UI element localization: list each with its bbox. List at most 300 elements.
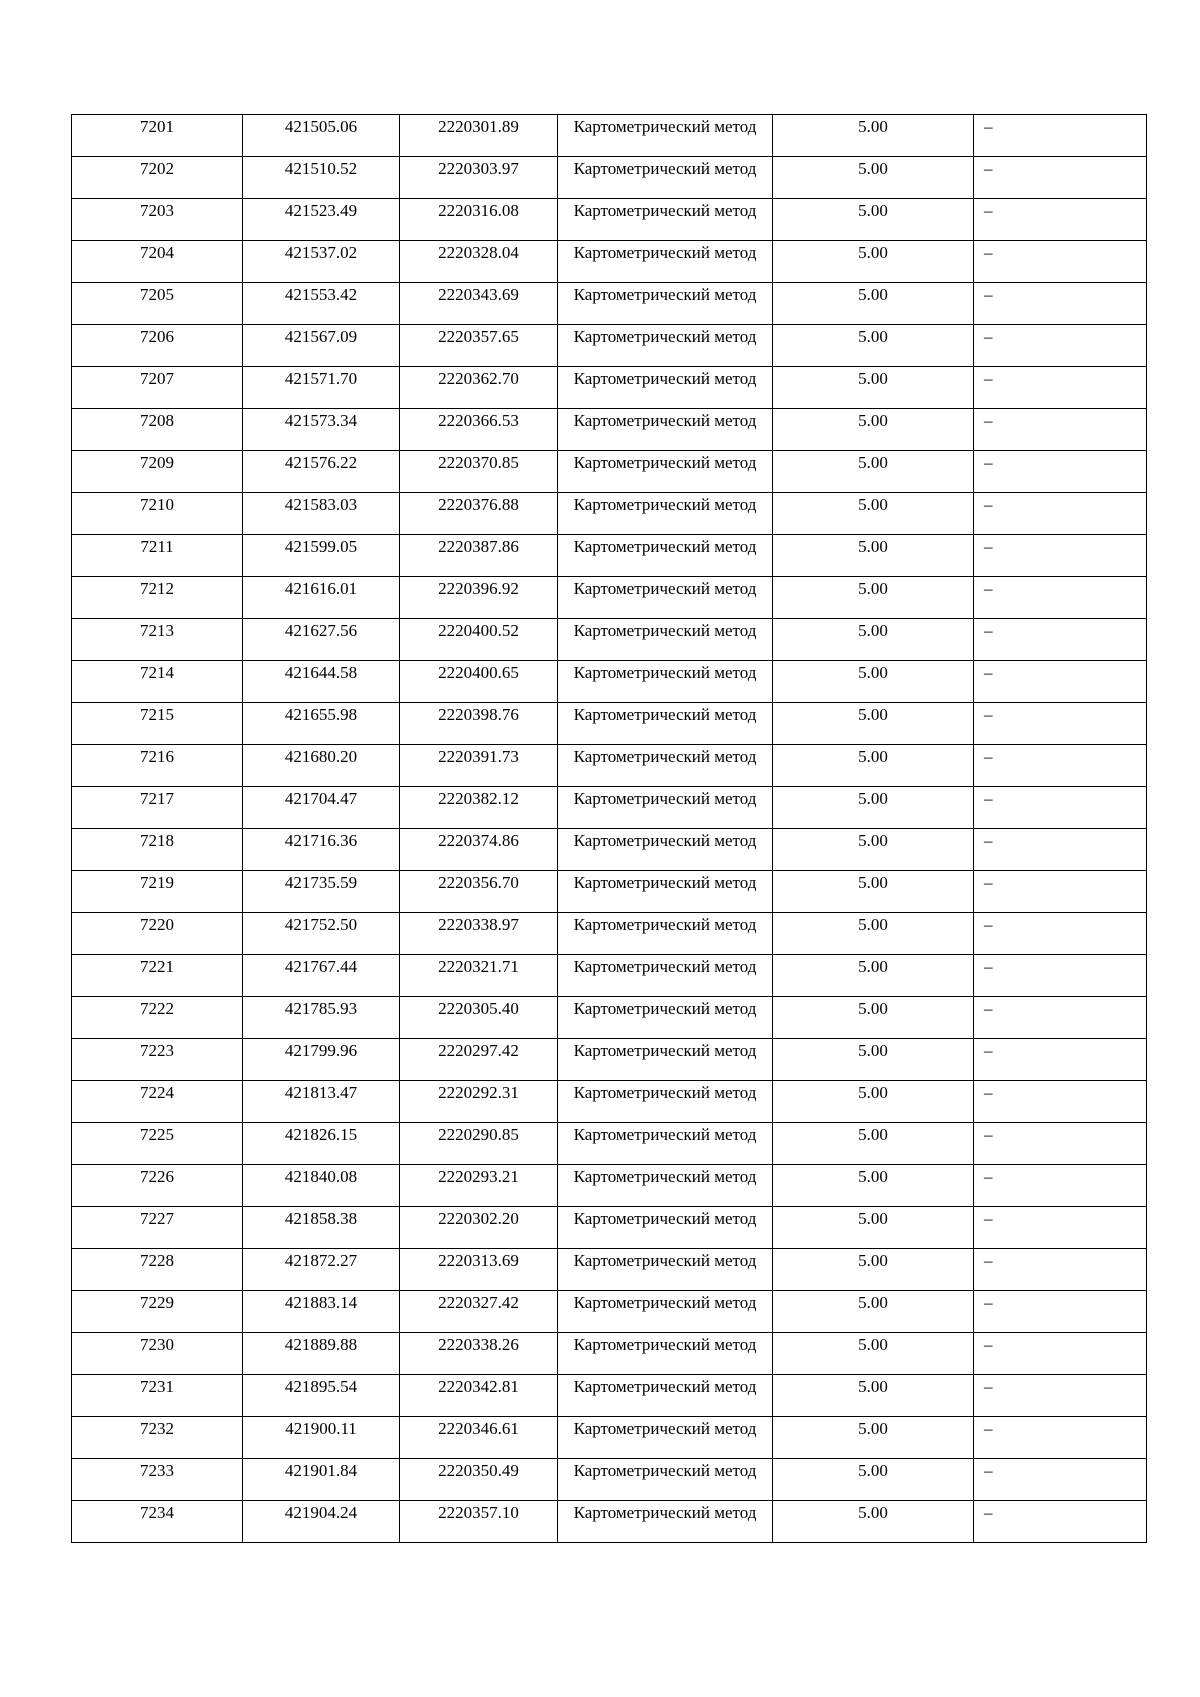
point-number-cell [72,1039,243,1081]
method-cell [558,367,773,409]
note-dash-cell-text: – [984,243,993,262]
accuracy-cell-text: 5.00 [858,537,888,556]
x-coordinate-cell-text: 421537.02 [284,243,358,262]
x-coordinate-cell [243,1375,400,1417]
note-dash-cell [974,1039,1147,1081]
accuracy-cell [773,1333,974,1375]
accuracy-cell-text: 5.00 [858,327,888,346]
note-dash-cell-text: – [984,957,993,976]
x-coordinate-cell [243,1039,400,1081]
method-cell-text: Картометрический метод [573,705,757,724]
point-number-cell [72,577,243,619]
x-coordinate-cell-text: 421583.03 [284,495,358,514]
y-coordinate-cell [400,1039,558,1081]
method-cell [558,199,773,241]
x-coordinate-cell-text: 421901.84 [284,1461,358,1480]
note-dash-cell [974,241,1147,283]
accuracy-cell-text: 5.00 [858,579,888,598]
method-cell [558,619,773,661]
note-dash-cell [974,1459,1147,1501]
accuracy-cell-text: 5.00 [858,873,888,892]
table-row [72,829,1147,871]
method-cell [558,157,773,199]
y-coordinate-cell-text: 2220297.42 [438,1041,519,1060]
x-coordinate-cell [243,1417,400,1459]
y-coordinate-cell-text: 2220292.31 [438,1083,519,1102]
point-number-cell [72,1375,243,1417]
note-dash-cell-text: – [984,663,993,682]
method-cell [558,829,773,871]
y-coordinate-cell-text: 2220391.73 [438,747,519,766]
note-dash-cell-text: – [984,705,993,724]
note-dash-cell-text: – [984,327,993,346]
point-number-cell-text: 7215 [140,705,174,724]
accuracy-cell [773,787,974,829]
method-cell-text: Картометрический метод [573,537,757,556]
y-coordinate-cell-text: 2220328.04 [438,243,519,262]
table-row [72,913,1147,955]
point-number-cell-text: 7204 [140,243,174,262]
accuracy-cell-text: 5.00 [858,1335,888,1354]
y-coordinate-cell [400,1417,558,1459]
x-coordinate-cell-text: 421826.15 [284,1125,358,1144]
point-number-cell [72,829,243,871]
point-number-cell [72,1333,243,1375]
method-cell-text: Картометрический метод [573,915,757,934]
table-row [72,493,1147,535]
x-coordinate-cell-text: 421510.52 [284,159,358,178]
accuracy-cell-text: 5.00 [858,453,888,472]
x-coordinate-cell-text: 421576.22 [284,453,358,472]
point-number-cell [72,703,243,745]
method-cell-text: Картометрический метод [573,1335,757,1354]
y-coordinate-cell-text: 2220357.65 [438,327,519,346]
method-cell-text: Картометрический метод [573,1209,757,1228]
note-dash-cell-text: – [984,411,993,430]
y-coordinate-cell-text: 2220387.86 [438,537,519,556]
note-dash-cell [974,1291,1147,1333]
table-row [72,283,1147,325]
note-dash-cell-text: – [984,1041,993,1060]
accuracy-cell-text: 5.00 [858,1377,888,1396]
accuracy-cell [773,661,974,703]
method-cell [558,115,773,157]
y-coordinate-cell [400,1501,558,1543]
point-number-cell-text: 7216 [140,747,174,766]
table-row [72,1333,1147,1375]
note-dash-cell-text: – [984,1335,993,1354]
accuracy-cell [773,1123,974,1165]
table-row [72,1039,1147,1081]
note-dash-cell-text: – [984,873,993,892]
note-dash-cell-text: – [984,1083,993,1102]
y-coordinate-cell [400,1375,558,1417]
x-coordinate-cell-text: 421900.11 [285,1419,357,1438]
y-coordinate-cell-text: 2220366.53 [438,411,519,430]
note-dash-cell [974,367,1147,409]
accuracy-cell-text: 5.00 [858,243,888,262]
table-row [72,1459,1147,1501]
point-number-cell [72,787,243,829]
accuracy-cell [773,703,974,745]
accuracy-cell [773,1207,974,1249]
point-number-cell-text: 7208 [140,411,174,430]
table-row [72,577,1147,619]
accuracy-cell [773,1165,974,1207]
point-number-cell [72,955,243,997]
y-coordinate-cell [400,1291,558,1333]
table-row [72,1081,1147,1123]
point-number-cell [72,1081,243,1123]
x-coordinate-cell [243,1081,400,1123]
point-number-cell-text: 7218 [140,831,174,850]
accuracy-cell [773,829,974,871]
accuracy-cell-text: 5.00 [858,1041,888,1060]
method-cell-text: Картометрический метод [573,1377,757,1396]
method-cell-text: Картометрический метод [573,1083,757,1102]
table-row [72,955,1147,997]
table-row [72,157,1147,199]
accuracy-cell-text: 5.00 [858,201,888,220]
y-coordinate-cell-text: 2220400.65 [438,663,519,682]
point-number-cell [72,1123,243,1165]
y-coordinate-cell-text: 2220313.69 [438,1251,519,1270]
point-number-cell [72,115,243,157]
method-cell-text: Картометрический метод [573,663,757,682]
point-number-cell [72,283,243,325]
y-coordinate-cell [400,1459,558,1501]
accuracy-cell-text: 5.00 [858,747,888,766]
y-coordinate-cell [400,619,558,661]
method-cell-text: Картометрический метод [573,957,757,976]
method-cell-text: Картометрический метод [573,1293,757,1312]
point-number-cell-text: 7220 [140,915,174,934]
y-coordinate-cell [400,871,558,913]
method-cell [558,661,773,703]
x-coordinate-cell [243,745,400,787]
y-coordinate-cell-text: 2220350.49 [438,1461,519,1480]
x-coordinate-cell [243,1459,400,1501]
accuracy-cell-text: 5.00 [858,705,888,724]
method-cell [558,535,773,577]
y-coordinate-cell [400,745,558,787]
y-coordinate-cell [400,115,558,157]
method-cell-text: Картометрический метод [573,831,757,850]
accuracy-cell [773,241,974,283]
y-coordinate-cell [400,1165,558,1207]
accuracy-cell [773,409,974,451]
x-coordinate-cell [243,1123,400,1165]
point-number-cell [72,1501,243,1543]
x-coordinate-cell-text: 421840.08 [284,1167,358,1186]
y-coordinate-cell [400,1249,558,1291]
x-coordinate-cell-text: 421904.24 [284,1503,358,1522]
y-coordinate-cell-text: 2220356.70 [438,873,519,892]
y-coordinate-cell [400,157,558,199]
point-number-cell-text: 7228 [140,1251,174,1270]
y-coordinate-cell-text: 2220400.52 [438,621,519,640]
method-cell [558,1039,773,1081]
y-coordinate-cell [400,325,558,367]
y-coordinate-cell [400,535,558,577]
note-dash-cell-text: – [984,1251,993,1270]
point-number-cell-text: 7233 [140,1461,174,1480]
y-coordinate-cell-text: 2220338.97 [438,915,519,934]
note-dash-cell [974,661,1147,703]
accuracy-cell-text: 5.00 [858,1503,888,1522]
y-coordinate-cell-text: 2220374.86 [438,831,519,850]
accuracy-cell-text: 5.00 [858,1251,888,1270]
note-dash-cell [974,745,1147,787]
note-dash-cell [974,703,1147,745]
x-coordinate-cell-text: 421599.05 [284,537,358,556]
note-dash-cell [974,1417,1147,1459]
note-dash-cell-text: – [984,495,993,514]
method-cell [558,1333,773,1375]
point-number-cell-text: 7206 [140,327,174,346]
table-row [72,367,1147,409]
x-coordinate-cell [243,157,400,199]
x-coordinate-cell [243,829,400,871]
accuracy-cell [773,283,974,325]
method-cell-text: Картометрический метод [573,1503,757,1522]
method-cell [558,1291,773,1333]
accuracy-cell-text: 5.00 [858,663,888,682]
table-row [72,199,1147,241]
x-coordinate-cell-text: 421767.44 [284,957,358,976]
y-coordinate-cell-text: 2220362.70 [438,369,519,388]
y-coordinate-cell [400,241,558,283]
method-cell [558,1417,773,1459]
point-number-cell-text: 7221 [140,957,174,976]
x-coordinate-cell [243,199,400,241]
x-coordinate-cell-text: 421872.27 [284,1251,358,1270]
point-number-cell-text: 7207 [140,369,174,388]
point-number-cell-text: 7217 [140,789,174,808]
table-row [72,1207,1147,1249]
method-cell [558,493,773,535]
method-cell [558,1081,773,1123]
y-coordinate-cell-text: 2220321.71 [438,957,519,976]
point-number-cell-text: 7223 [140,1041,174,1060]
method-cell-text: Картометрический метод [573,789,757,808]
point-number-cell [72,871,243,913]
note-dash-cell [974,493,1147,535]
x-coordinate-cell-text: 421704.47 [284,789,358,808]
y-coordinate-cell-text: 2220290.85 [438,1125,519,1144]
table-row [72,535,1147,577]
accuracy-cell [773,1081,974,1123]
accuracy-cell-text: 5.00 [858,117,888,136]
method-cell-text: Картометрический метод [573,1461,757,1480]
point-number-cell-text: 7234 [140,1503,174,1522]
accuracy-cell [773,1459,974,1501]
y-coordinate-cell [400,1123,558,1165]
method-cell [558,241,773,283]
x-coordinate-cell [243,493,400,535]
table-row [72,409,1147,451]
method-cell-text: Картометрический метод [573,1251,757,1270]
y-coordinate-cell [400,661,558,703]
note-dash-cell-text: – [984,579,993,598]
method-cell [558,409,773,451]
y-coordinate-cell [400,913,558,955]
note-dash-cell [974,283,1147,325]
x-coordinate-cell-text: 421655.98 [284,705,358,724]
point-number-cell [72,913,243,955]
coordinates-table-body [72,115,1147,1543]
x-coordinate-cell [243,325,400,367]
note-dash-cell-text: – [984,747,993,766]
point-number-cell-text: 7219 [140,873,174,892]
method-cell-text: Картометрический метод [573,621,757,640]
note-dash-cell [974,157,1147,199]
accuracy-cell [773,115,974,157]
table-row [72,997,1147,1039]
x-coordinate-cell [243,283,400,325]
accuracy-cell [773,1501,974,1543]
note-dash-cell-text: – [984,831,993,850]
point-number-cell-text: 7210 [140,495,174,514]
x-coordinate-cell [243,115,400,157]
point-number-cell-text: 7229 [140,1293,174,1312]
point-number-cell-text: 7224 [140,1083,174,1102]
method-cell-text: Картометрический метод [573,117,757,136]
point-number-cell-text: 7225 [140,1125,174,1144]
point-number-cell [72,535,243,577]
point-number-cell-text: 7202 [140,159,174,178]
accuracy-cell [773,955,974,997]
method-cell-text: Картометрический метод [573,1125,757,1144]
point-number-cell-text: 7226 [140,1167,174,1186]
x-coordinate-cell [243,1291,400,1333]
x-coordinate-cell-text: 421785.93 [284,999,358,1018]
method-cell [558,745,773,787]
x-coordinate-cell [243,661,400,703]
note-dash-cell-text: – [984,915,993,934]
accuracy-cell [773,577,974,619]
accuracy-cell [773,1039,974,1081]
accuracy-cell [773,493,974,535]
point-number-cell [72,199,243,241]
method-cell [558,1123,773,1165]
point-number-cell [72,1291,243,1333]
note-dash-cell [974,1333,1147,1375]
accuracy-cell-text: 5.00 [858,1419,888,1438]
note-dash-cell-text: – [984,1419,993,1438]
note-dash-cell [974,451,1147,493]
y-coordinate-cell-text: 2220293.21 [438,1167,519,1186]
accuracy-cell [773,157,974,199]
note-dash-cell-text: – [984,285,993,304]
note-dash-cell-text: – [984,1209,993,1228]
x-coordinate-cell-text: 421567.09 [284,327,358,346]
point-number-cell-text: 7232 [140,1419,174,1438]
note-dash-cell [974,1375,1147,1417]
method-cell-text: Картометрический метод [573,747,757,766]
table-row [72,1165,1147,1207]
note-dash-cell [974,577,1147,619]
y-coordinate-cell-text: 2220357.10 [438,1503,519,1522]
x-coordinate-cell [243,409,400,451]
accuracy-cell [773,871,974,913]
y-coordinate-cell-text: 2220338.26 [438,1335,519,1354]
method-cell [558,1501,773,1543]
x-coordinate-cell-text: 421735.59 [284,873,358,892]
table-row [72,787,1147,829]
point-number-cell [72,619,243,661]
method-cell-text: Картометрический метод [573,411,757,430]
point-number-cell [72,409,243,451]
note-dash-cell-text: – [984,369,993,388]
note-dash-cell [974,913,1147,955]
table-row [72,325,1147,367]
method-cell [558,1249,773,1291]
accuracy-cell-text: 5.00 [858,1293,888,1312]
note-dash-cell-text: – [984,453,993,472]
note-dash-cell [974,409,1147,451]
accuracy-cell [773,1375,974,1417]
y-coordinate-cell [400,703,558,745]
x-coordinate-cell [243,1165,400,1207]
table-row [72,241,1147,283]
method-cell-text: Картометрический метод [573,453,757,472]
note-dash-cell-text: – [984,1125,993,1144]
method-cell-text: Картометрический метод [573,495,757,514]
x-coordinate-cell [243,1249,400,1291]
note-dash-cell [974,115,1147,157]
note-dash-cell [974,1207,1147,1249]
y-coordinate-cell [400,451,558,493]
y-coordinate-cell [400,829,558,871]
x-coordinate-cell-text: 421616.01 [284,579,358,598]
point-number-cell-text: 7211 [140,537,174,556]
accuracy-cell-text: 5.00 [858,957,888,976]
method-cell-text: Картометрический метод [573,873,757,892]
x-coordinate-cell [243,871,400,913]
x-coordinate-cell [243,451,400,493]
y-coordinate-cell-text: 2220303.97 [438,159,519,178]
table-row [72,1501,1147,1543]
point-number-cell-text: 7209 [140,453,174,472]
accuracy-cell-text: 5.00 [858,495,888,514]
note-dash-cell-text: – [984,1167,993,1186]
x-coordinate-cell-text: 421523.49 [284,201,358,220]
accuracy-cell-text: 5.00 [858,621,888,640]
x-coordinate-cell-text: 421571.70 [284,369,358,388]
point-number-cell [72,325,243,367]
note-dash-cell-text: – [984,789,993,808]
note-dash-cell [974,199,1147,241]
accuracy-cell [773,997,974,1039]
y-coordinate-cell-text: 2220302.20 [438,1209,519,1228]
accuracy-cell-text: 5.00 [858,999,888,1018]
accuracy-cell [773,1417,974,1459]
y-coordinate-cell [400,997,558,1039]
note-dash-cell [974,1165,1147,1207]
y-coordinate-cell-text: 2220301.89 [438,117,519,136]
y-coordinate-cell-text: 2220396.92 [438,579,519,598]
x-coordinate-cell-text: 421680.20 [284,747,358,766]
accuracy-cell [773,1291,974,1333]
x-coordinate-cell-text: 421573.34 [284,411,358,430]
accuracy-cell [773,745,974,787]
method-cell [558,913,773,955]
method-cell-text: Картометрический метод [573,369,757,388]
y-coordinate-cell [400,577,558,619]
method-cell [558,871,773,913]
note-dash-cell-text: – [984,1377,993,1396]
